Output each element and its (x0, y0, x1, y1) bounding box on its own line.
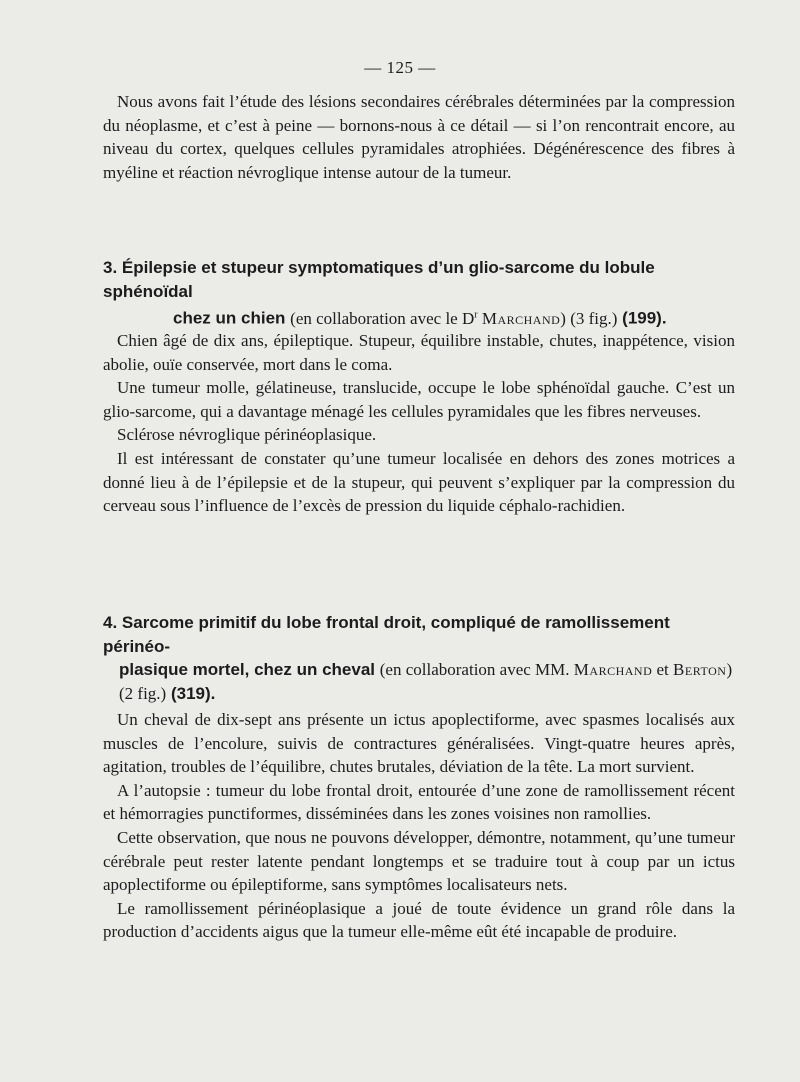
section-4-title-line-2 (103, 658, 735, 682)
section-3-paragraph-4: Il est intéressant de constater qu’une tumeur localisée en dehors des zones motrices a donné lieu à de l’épilepsie et de la stupeur, qui peuvent s’expliquer par la compression du cerveau sous l’influence de l’excès de pression du liquide céphalo-rachidien. (103, 448, 735, 516)
section-4-collab-name-2: Berton (673, 660, 727, 679)
section-3-paragraph-3: Sclérose névroglique périnéoplasique. (117, 425, 377, 445)
section-3-heading (103, 256, 735, 330)
section-3-title-line-1 (103, 256, 735, 303)
intro-section (103, 90, 735, 184)
section-4-title-line-3 (103, 682, 735, 706)
section-4-collab-and: et (656, 660, 669, 679)
section-4-title-line-1 (103, 611, 735, 658)
section-4-figs: (2 fig.) (119, 683, 167, 703)
section-4-collab (380, 660, 732, 679)
section-4-collab-prefix: (en collaboration avec MM. (379, 660, 570, 679)
section-4-collab-close: ) (726, 660, 733, 679)
section-3-title-part-2: chez un chien (173, 308, 286, 328)
section-4-heading (103, 611, 735, 705)
page-number: — 125 — (364, 58, 436, 77)
section-4-title-part-2: plasique mortel, chez un cheval (119, 660, 376, 679)
section-4-ref: (319). (170, 683, 216, 703)
section-3-figs: ) (3 fig.) (560, 308, 618, 328)
section-3-body (103, 329, 735, 518)
section-3-collab-name: Marchand (481, 308, 561, 328)
section-4-paragraph-4: Le ramollissement périnéoplasique a joué de toute évidence un grand rôle dans la production d’accidents aigus que la tumeur elle-même eût été incapable de produire. (103, 898, 735, 942)
section-4-number: 4. (103, 613, 118, 632)
section-4-collab-name-1: Marchand (573, 660, 653, 679)
section-3-paragraph-1: Chien âgé de dix ans, épileptique. Stupeur, équilibre instable, chutes, inappétence, vision abolie, ouïe conservée, mort dans le coma. (103, 331, 735, 374)
section-3-ref: (199). (622, 308, 667, 328)
section-3-title-line-2 (103, 303, 735, 330)
section-4-paragraph-3: Cette observation, que nous ne pouvons développer, démontre, notamment, qu’une tumeur cérébrale peut rester latente pendant longtemps et se traduire tout à coup par un ictus apoplectiforme ou épileptiforme, sans symptômes localisateurs nets. (103, 827, 735, 895)
section-3-title-part-1: Épilepsie et stupeur symptomatiques d’un glio-sarcome du lobule sphénoïdal (103, 258, 655, 301)
intro-paragraph: Nous avons fait l’étude des lésions secondaires cérébrales déterminées par la compression du néoplasme, et c’est à peine — bornons-nous à ce détail — si l’on rencontrait encore, au niveau du cortex, quelques cellules pyramidales atrophiées. Dégénérescence des fibres à myéline et réaction névroglique intense autour de la tumeur. (103, 92, 735, 182)
section-4-paragraph-1: Un cheval de dix-sept ans présente un ictus apoplectiforme, avec spasmes localisés aux muscles de l’encolure, suivis de contractures généralisées. Vingt-quatre heures après, agitation, troubles de l’équilibre, chutes brutales, déviation de la tête. La mort survient. (103, 710, 735, 777)
section-4-title-part-1: Sarcome primitif du lobe frontal droit, compliqué de ramollissement périnéo- (103, 613, 670, 656)
section-3-collab-prefix: (en collaboration avec le D (290, 308, 475, 328)
section-3-collab (290, 309, 617, 328)
section-3-paragraph-2: Une tumeur molle, gélatineuse, translucide, occupe le lobe sphénoïdal gauche. C’est un glio-sarcome, qui a davantage ménagé les cellules pyramidales que les fibres nerveuses. (103, 378, 735, 421)
section-4-body (103, 708, 735, 944)
section-3-number: 3. (103, 258, 118, 277)
section-3-collab-sup: r (474, 309, 478, 320)
section-4-paragraph-2: A l’autopsie : tumeur du lobe frontal droit, entourée d’une zone de ramollissement récent et hémorragies punctiformes, disséminées dans les zones voisines non ramollies. (103, 780, 735, 824)
